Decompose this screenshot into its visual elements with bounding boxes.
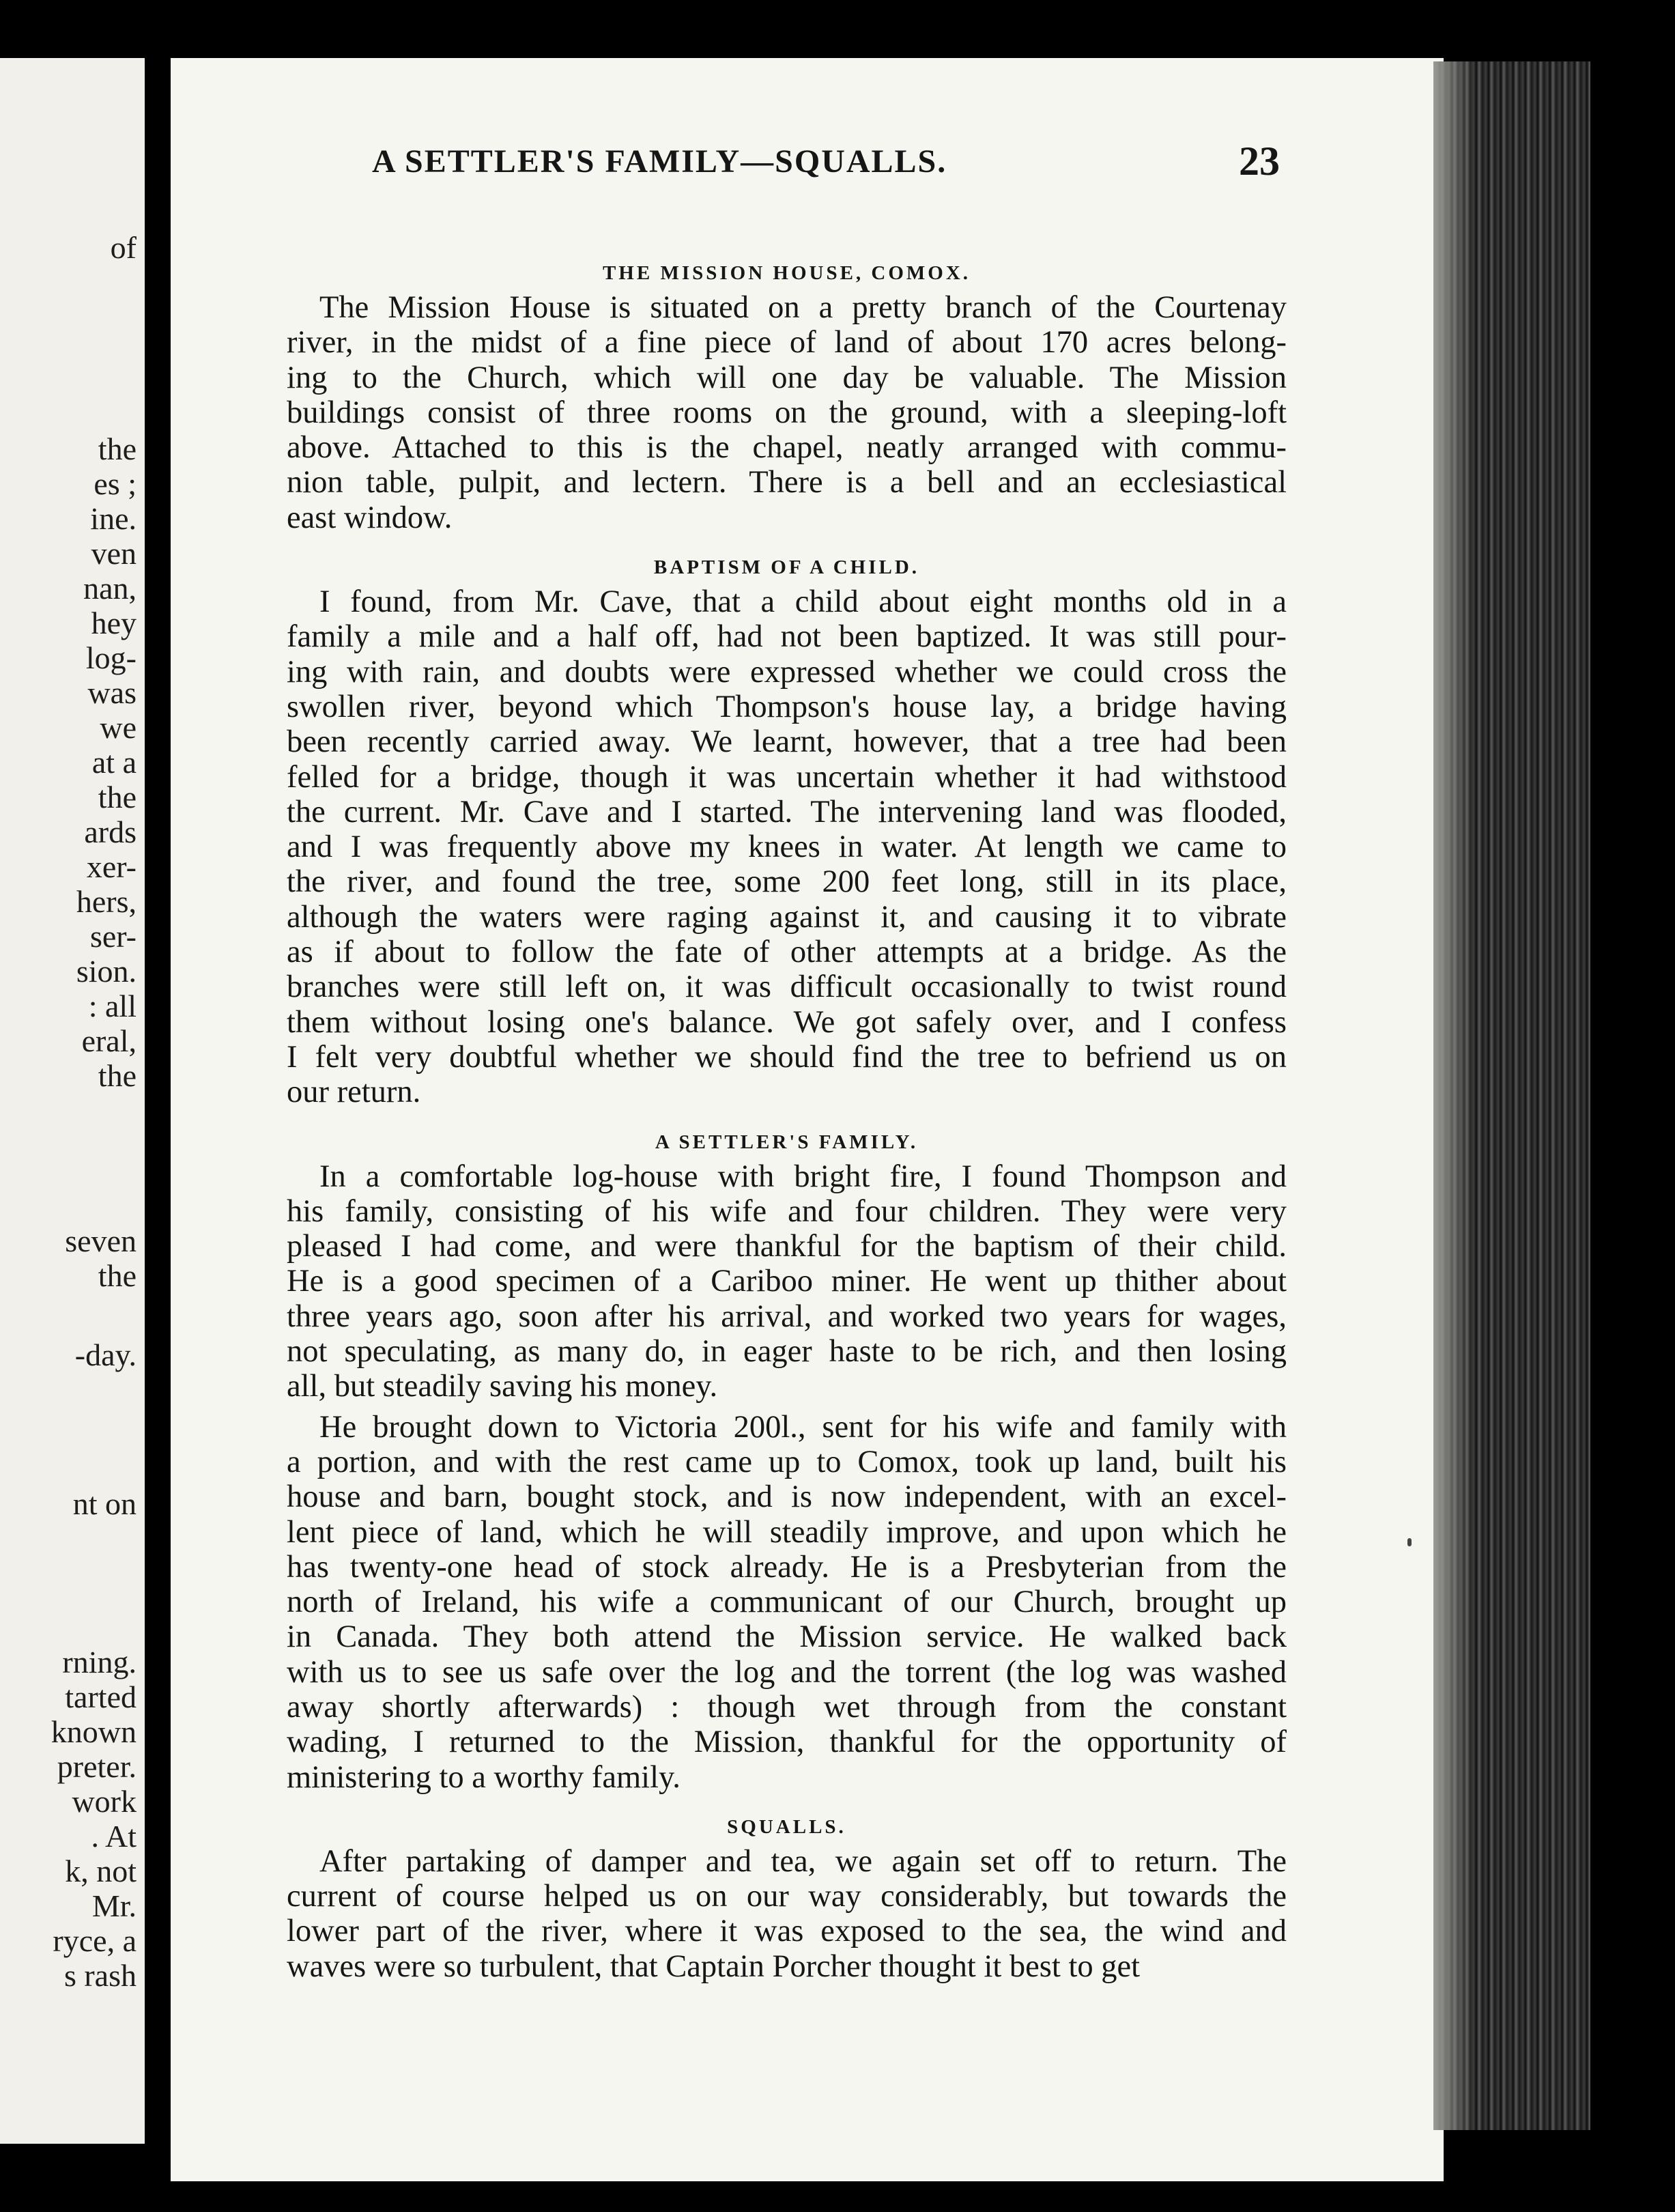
text-line: has twenty-one head of stock already. He is a Presbyterian from the <box>287 1549 1287 1585</box>
text-line: away shortly afterwards) : though wet through from the constant <box>287 1689 1287 1725</box>
facing-page-line: nt on <box>72 1486 137 1521</box>
paragraph <box>287 290 1287 535</box>
text-line: family a mile and a half off, had not been baptized. It was still pour- <box>287 619 1287 655</box>
facing-page-line: ine. <box>90 501 137 536</box>
text-line: branches were still left on, it was difficult occasionally to twist round <box>287 969 1287 1005</box>
text-line: lower part of the river, where it was exposed to the sea, the wind and <box>287 1914 1287 1949</box>
text-line: felled for a bridge, though it was uncertain whether it had withstood <box>287 759 1287 795</box>
text-line: nion table, pulpit, and lectern. There is a bell and an ecclesiastical <box>287 465 1287 500</box>
text-line: waves were so turbulent, that Captain Porcher thought it best to get <box>287 1948 1141 1984</box>
text-line: After partaking of damper and tea, we again set off to return. The <box>319 1843 1287 1879</box>
text-line: He brought down to Victoria 200l., sent for his wife and family with <box>319 1409 1287 1445</box>
paragraph-gap <box>287 1404 1287 1410</box>
text-line: above. Attached to this is the chapel, neatly arranged with commu- <box>287 430 1287 466</box>
section-heading: A SETTLER'S FAMILY. <box>655 1131 919 1153</box>
text-line: lent piece of land, which he will steadily improve, and upon which he <box>287 1514 1287 1550</box>
text-line: swollen river, beyond which Thompson's house lay, a bridge having <box>287 689 1287 724</box>
text-line: a portion, and with the rest came up to Comox, took up land, built his <box>287 1444 1287 1479</box>
facing-page-line: known <box>51 1714 137 1749</box>
text-line: The Mission House is situated on a pretty branch of the Courtenay <box>319 290 1287 325</box>
text-line: although the waters were raging against it, and causing it to vibrate <box>287 899 1287 935</box>
running-head: A SETTLER'S FAMILY—SQUALLS. <box>372 143 947 180</box>
text-line: them without losing one's balance. We got safely over, and I confess <box>287 1004 1287 1040</box>
facing-page-line: the <box>98 1258 137 1293</box>
paragraph <box>287 1159 1287 1404</box>
section-gap <box>287 1795 1287 1810</box>
section-heading: SQUALLS. <box>727 1815 846 1838</box>
text-line: east window. <box>287 500 453 535</box>
text-line: and I was frequently above my knees in water. At length we came to <box>287 830 1287 865</box>
section-gap <box>287 535 1287 550</box>
text-line: his family, consisting of his wife and four children. They were very <box>287 1193 1287 1229</box>
facing-page-line: work <box>72 1784 137 1819</box>
text-line: I found, from Mr. Cave, that a child about eight months old in a <box>319 584 1287 620</box>
facing-page-line: hers, <box>76 884 137 919</box>
text-line: river, in the midst of a fine piece of land of about 170 acres belong- <box>287 325 1287 360</box>
text-line: I felt very doubtful whether we should find the tree to befriend us on <box>287 1039 1287 1075</box>
text-line: north of Ireland, his wife a communicant of our Church, brought up <box>287 1585 1287 1620</box>
facing-page-line: Mr. <box>91 1888 137 1923</box>
paragraph <box>287 584 1287 1109</box>
text-line: been recently carried away. We learnt, however, that a tree had been <box>287 724 1287 760</box>
text-line: wading, I returned to the Mission, thankful for the opportunity of <box>287 1725 1287 1760</box>
facing-page-line: xer- <box>86 849 137 884</box>
text-line: as if about to follow the fate of other attempts at a bridge. As the <box>287 935 1287 970</box>
text-line: ing with rain, and doubts were expressed whether we could cross the <box>287 654 1287 690</box>
facing-page-line: k, not <box>65 1854 137 1888</box>
text-line: house and barn, bought stock, and is now independent, with an excel- <box>287 1479 1287 1515</box>
facing-page-line: ryce, a <box>53 1923 137 1958</box>
facing-page-line: preter. <box>57 1749 137 1784</box>
text-line: with us to see us safe over the log and the torrent (the log was washed <box>287 1654 1287 1690</box>
text-line: in Canada. They both attend the Mission service. He walked back <box>287 1619 1287 1655</box>
facing-page-line: ser- <box>89 919 137 954</box>
section-heading: BAPTISM OF A CHILD. <box>653 556 920 579</box>
facing-page-line: es ; <box>94 466 137 501</box>
facing-page-line: the <box>98 431 137 466</box>
facing-page-line: we <box>100 710 137 745</box>
facing-page-line: . At <box>91 1819 137 1854</box>
facing-page-line: ven <box>91 536 137 571</box>
page-edge-shadow <box>1433 61 1474 2130</box>
paragraph <box>287 1844 1287 1984</box>
section-gap <box>287 1110 1287 1125</box>
facing-page-line: : all <box>88 989 137 1023</box>
facing-page-line: the <box>98 780 137 814</box>
text-line: buildings consist of three rooms on the ground, with a sleeping-loft <box>287 395 1287 430</box>
section-heading: THE MISSION HOUSE, COMOX. <box>602 262 971 284</box>
facing-page-line: eral, <box>81 1023 137 1058</box>
text-line: the current. Mr. Cave and I started. The intervening land was flooded, <box>287 794 1287 830</box>
text-line: He is a good specimen of a Cariboo miner. He went up thither about <box>287 1264 1287 1299</box>
page-body <box>287 256 1287 1984</box>
text-line: not speculating, as many do, in eager haste to be rich, and then losing <box>287 1334 1287 1370</box>
text-line: all, but steadily saving his money. <box>287 1369 718 1404</box>
text-line: current of course helped us on our way considerably, but towards the <box>287 1879 1287 1914</box>
facing-page-line: of <box>110 230 137 265</box>
facing-page-line: at a <box>91 745 137 780</box>
text-line: our return. <box>287 1075 421 1110</box>
ink-speck <box>1407 1538 1412 1546</box>
facing-page-line: the <box>98 1058 137 1093</box>
text-line: ing to the Church, which will one day be valuable. The Mission <box>287 360 1287 395</box>
facing-page-line: ards <box>84 814 137 849</box>
facing-page-line: was <box>87 675 137 710</box>
facing-page-line: nan, <box>83 571 137 606</box>
paragraph <box>287 1410 1287 1795</box>
text-line: the river, and found the tree, some 200 feet long, still in its place, <box>287 864 1287 900</box>
facing-page-line: tarted <box>65 1679 137 1714</box>
text-line: three years ago, soon after his arrival, and worked two years for wages, <box>287 1299 1287 1334</box>
facing-page-line: -day. <box>74 1337 137 1372</box>
facing-page-line: s rash <box>63 1958 137 1993</box>
facing-page-line: log- <box>85 640 137 675</box>
text-line: In a comfortable log-house with bright fire, I found Thompson and <box>319 1159 1287 1194</box>
facing-page-line: hey <box>91 606 137 640</box>
text-line: pleased I had come, and were thankful for the baptism of their child. <box>287 1229 1287 1264</box>
page-number: 23 <box>1239 139 1280 184</box>
facing-page-fragment <box>0 58 145 2144</box>
facing-page-line: rning. <box>62 1645 137 1679</box>
facing-page-line: sion. <box>76 954 137 989</box>
text-line: ministering to a worthy family. <box>287 1759 681 1795</box>
facing-page-line: seven <box>65 1223 137 1258</box>
